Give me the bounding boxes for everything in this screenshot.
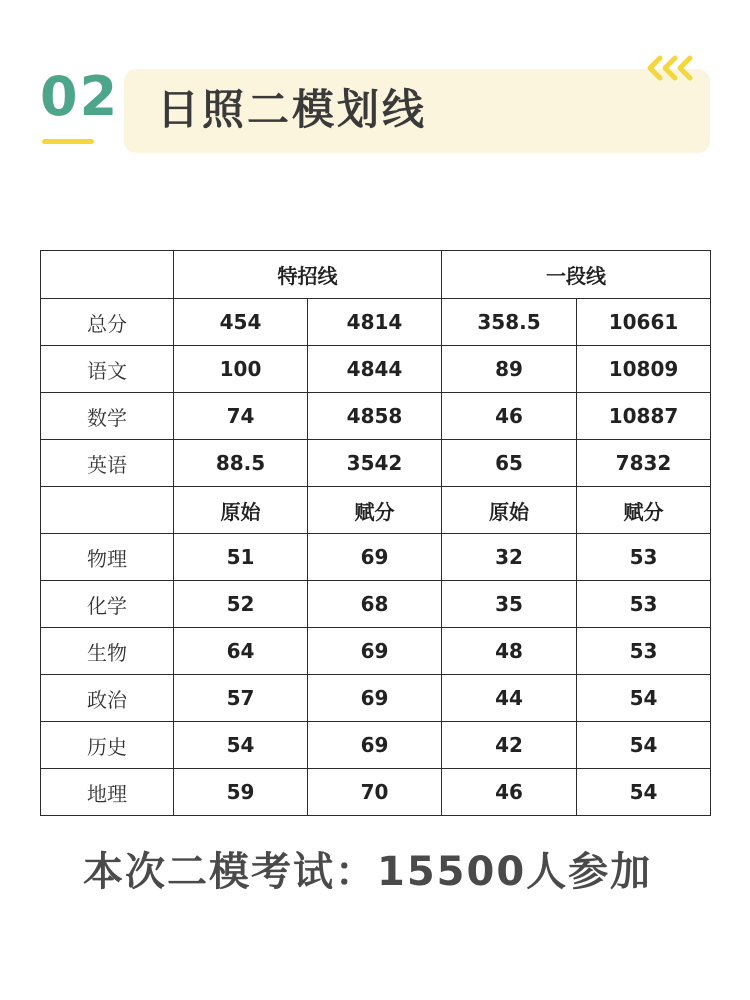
table-row <box>41 440 711 487</box>
score-cell: 54 <box>577 675 711 722</box>
score-cell: 53 <box>577 581 711 628</box>
table-row <box>41 769 711 816</box>
sub-header-row <box>41 487 711 534</box>
score-cell: 100 <box>174 346 308 393</box>
score-cell: 54 <box>174 722 308 769</box>
score-cell: 53 <box>577 628 711 675</box>
table-row <box>41 675 711 722</box>
table-row <box>41 628 711 675</box>
subject-label: 化学 <box>41 581 174 628</box>
score-cell: 10809 <box>577 346 711 393</box>
subject-label: 英语 <box>41 440 174 487</box>
group-header-special-line: 特招线 <box>174 251 442 299</box>
table-row <box>41 393 711 440</box>
score-cell: 69 <box>308 534 442 581</box>
sub-header-corner-cell <box>41 487 174 534</box>
score-cell: 32 <box>442 534 577 581</box>
score-cell: 68 <box>308 581 442 628</box>
sub-header-cell: 赋分 <box>577 487 711 534</box>
score-cell: 57 <box>174 675 308 722</box>
group-header-first-tier-line: 一段线 <box>442 251 711 299</box>
sub-header-cell: 原始 <box>174 487 308 534</box>
section-number-underline <box>42 139 94 144</box>
section-number: 02 <box>40 65 120 128</box>
table-row <box>41 581 711 628</box>
score-cell: 7832 <box>577 440 711 487</box>
table-row <box>41 722 711 769</box>
score-cell: 74 <box>174 393 308 440</box>
score-cell: 59 <box>174 769 308 816</box>
score-cell: 42 <box>442 722 577 769</box>
subject-label: 历史 <box>41 722 174 769</box>
score-cell: 70 <box>308 769 442 816</box>
subject-label: 总分 <box>41 299 174 346</box>
score-cell: 44 <box>442 675 577 722</box>
score-cell: 51 <box>174 534 308 581</box>
sub-header-cell: 赋分 <box>308 487 442 534</box>
score-cell: 89 <box>442 346 577 393</box>
score-cell: 69 <box>308 722 442 769</box>
score-cell: 10661 <box>577 299 711 346</box>
sub-header-cell: 原始 <box>442 487 577 534</box>
score-cell: 454 <box>174 299 308 346</box>
score-cell: 52 <box>174 581 308 628</box>
table-corner-cell <box>41 251 174 299</box>
score-cell: 4814 <box>308 299 442 346</box>
subject-label: 生物 <box>41 628 174 675</box>
score-cell: 358.5 <box>442 299 577 346</box>
table-header-row <box>41 251 711 299</box>
subject-label: 政治 <box>41 675 174 722</box>
score-cell: 46 <box>442 769 577 816</box>
score-cell: 10887 <box>577 393 711 440</box>
score-cell: 53 <box>577 534 711 581</box>
score-cell: 54 <box>577 722 711 769</box>
score-line-table <box>40 250 711 816</box>
participant-note: 本次二模考试：15500人参加 <box>83 849 653 895</box>
score-cell: 4844 <box>308 346 442 393</box>
table-row <box>41 534 711 581</box>
score-cell: 4858 <box>308 393 442 440</box>
score-cell: 54 <box>577 769 711 816</box>
subject-label: 物理 <box>41 534 174 581</box>
score-cell: 48 <box>442 628 577 675</box>
score-cell: 65 <box>442 440 577 487</box>
score-cell: 69 <box>308 675 442 722</box>
score-cell: 3542 <box>308 440 442 487</box>
score-cell: 69 <box>308 628 442 675</box>
table-row <box>41 299 711 346</box>
subject-label: 数学 <box>41 393 174 440</box>
table-row <box>41 346 711 393</box>
score-cell: 46 <box>442 393 577 440</box>
score-cell: 64 <box>174 628 308 675</box>
subject-label: 语文 <box>41 346 174 393</box>
score-cell: 35 <box>442 581 577 628</box>
score-cell: 88.5 <box>174 440 308 487</box>
page-title: 日照二模划线 <box>157 85 428 134</box>
triple-chevron-left-icon <box>646 55 696 81</box>
title-bar <box>124 69 710 153</box>
subject-label: 地理 <box>41 769 174 816</box>
